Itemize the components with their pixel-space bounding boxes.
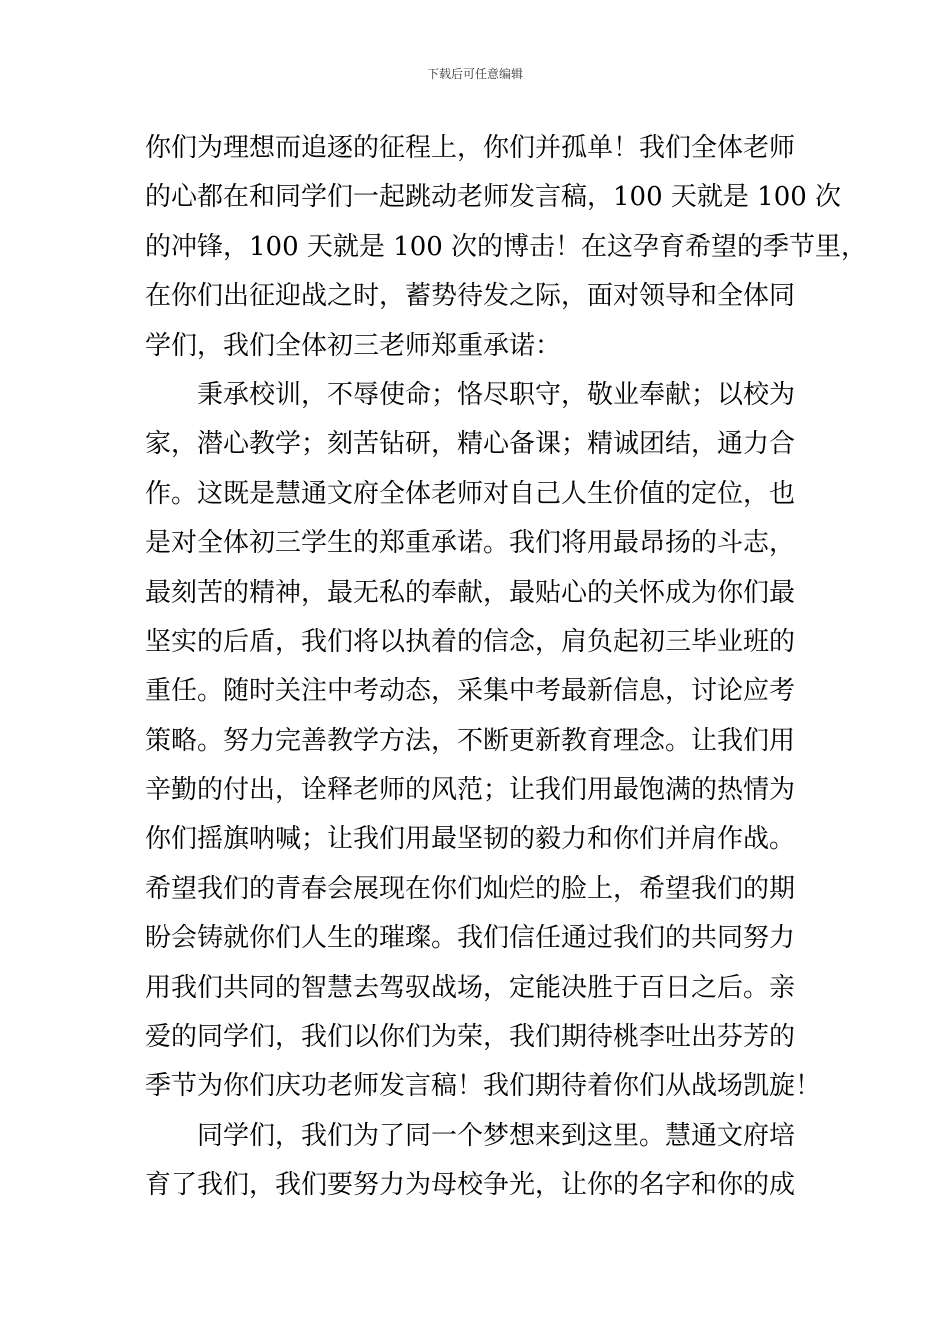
text-line: 爱的同学们，我们以你们为荣，我们期待桃李吐出芬芳的 <box>145 1022 796 1053</box>
text-line: 的冲锋，100 天就是 100 次的博击！在这孕育希望的季节里， <box>145 231 868 262</box>
text-line: 重任。随时关注中考动态，采集中考最新信息，讨论应考 <box>145 676 796 707</box>
text-line: 你们摇旗呐喊；让我们用最坚韧的毅力和你们并肩作战。 <box>145 824 796 855</box>
text-line: 用我们共同的智慧去驾驭战场，定能决胜于百日之后。亲 <box>145 972 796 1003</box>
text-line: 育了我们，我们要努力为母校争光，让你的名字和你的成 <box>145 1170 796 1201</box>
text-line: 盼会铸就你们人生的璀璨。我们信任通过我们的共同努力 <box>145 923 796 954</box>
paragraph-first-line: 同学们，我们为了同一个梦想来到这里。慧通文府培 <box>197 1120 796 1151</box>
text-line: 最刻苦的精神，最无私的奉献，最贴心的关怀成为你们最 <box>145 577 796 608</box>
text-line: 季节为你们庆功老师发言稿！我们期待着你们从战场凯旋！ <box>145 1071 822 1102</box>
body-text <box>145 124 868 1211</box>
text-line: 你们为理想而追逐的征程上，你们并孤单！我们全体老师 <box>145 133 796 163</box>
text-line: 作。这既是慧通文府全体老师对自己人生价值的定位，也 <box>145 478 796 509</box>
text-line: 是对全体初三学生的郑重承诺。我们将用最昂扬的斗志， <box>145 528 796 559</box>
page-header: 下载后可任意编辑 <box>426 67 523 81</box>
text-line: 学们，我们全体初三老师郑重承诺： <box>145 330 562 361</box>
paragraph-first-line: 秉承校训，不辱使命；恪尽职守，敬业奉献；以校为 <box>197 379 796 410</box>
text-line: 希望我们的青春会展现在你们灿烂的脸上，希望我们的期 <box>145 873 796 904</box>
text-line: 策略。努力完善教学方法，不断更新教育理念。让我们用 <box>145 725 796 756</box>
text-line: 在你们出征迎战之时，蓄势待发之际，面对领导和全体同 <box>145 281 796 312</box>
text-line: 的心都在和同学们一起跳动老师发言稿，100 天就是 100 次 <box>145 182 842 213</box>
text-line: 坚实的后盾，我们将以执着的信念，肩负起初三毕业班的 <box>145 626 796 657</box>
text-line: 家，潜心教学；刻苦钻研，精心备课；精诚团结，通力合 <box>145 429 796 460</box>
text-line: 辛勤的付出，诠释老师的风范；让我们用最饱满的热情为 <box>145 775 796 806</box>
